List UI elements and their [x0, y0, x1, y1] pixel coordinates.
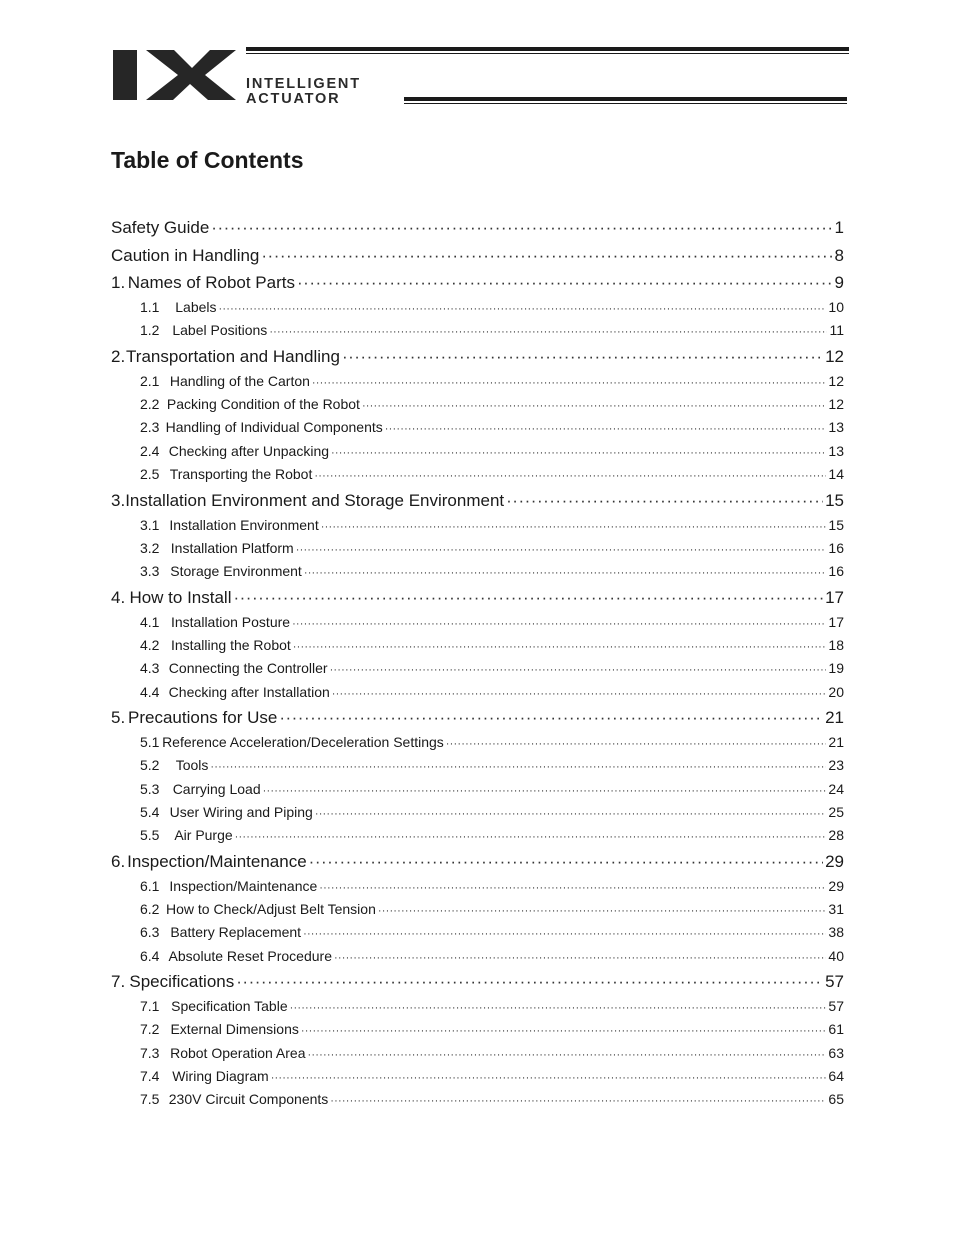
- toc-entry-number: 4.: [111, 587, 126, 607]
- toc-entry-label: Installing the Robot: [170, 636, 291, 653]
- toc-page-number: 21: [825, 708, 844, 727]
- toc-dot-leader: [321, 521, 827, 533]
- toc-entry-number: 5.3: [140, 780, 160, 797]
- toc-entry-label: Battery Replacement: [170, 924, 302, 941]
- toc-entry-label: Absolute Reset Procedure: [168, 947, 332, 964]
- toc-page-number: 24: [828, 780, 844, 797]
- toc-subsection-entry[interactable]: [111, 734, 844, 754]
- toc-entry-label: Checking after Unpacking: [168, 442, 330, 459]
- toc-page-number: 1: [834, 218, 844, 237]
- toc-subsection-entry[interactable]: [111, 948, 844, 968]
- toc-subsection-entry[interactable]: [111, 637, 844, 657]
- toc-dot-leader: [330, 1095, 826, 1107]
- header-rule-top-thin: [246, 53, 849, 54]
- toc-entry-number: 5.: [111, 708, 126, 727]
- toc-entry-number: 7.2: [140, 1021, 160, 1038]
- toc-dot-leader: [304, 567, 827, 579]
- toc-page-number: 40: [828, 947, 844, 964]
- toc-entry-number: 4.1: [140, 613, 160, 630]
- toc-dot-leader: [292, 618, 826, 630]
- toc-entry-number: 6.: [111, 851, 126, 871]
- toc-entry-label: Handling of Individual Components: [165, 419, 383, 436]
- toc-entry-label: Reference Acceleration/Deceleration Settings: [162, 734, 444, 750]
- toc-entry-number: 5.4: [140, 803, 160, 820]
- toc-entry-number: 7.3: [140, 1044, 160, 1061]
- toc-section-entry[interactable]: [111, 347, 844, 371]
- toc-subsection-entry[interactable]: [111, 443, 844, 463]
- toc-dot-leader: [342, 347, 823, 367]
- toc-dot-leader: [301, 1025, 827, 1037]
- toc-section-entry[interactable]: [111, 708, 844, 732]
- toc-subsection-entry[interactable]: [111, 1068, 844, 1088]
- toc-page-number: 11: [829, 322, 844, 339]
- toc-entry-number: 1.: [111, 273, 126, 292]
- toc-entry-number: 6.4: [140, 947, 160, 964]
- toc-entry-label: Safety Guide: [111, 218, 210, 237]
- toc-entry-number: 4.2: [140, 636, 160, 653]
- toc-entry-number: 2.4: [140, 442, 160, 459]
- toc-page-number: 8: [834, 245, 844, 265]
- toc-entry-label: Carrying Load: [172, 780, 261, 797]
- toc-page-number: 57: [825, 972, 844, 992]
- logo-line-1: INTELLIGENT: [246, 76, 361, 92]
- toc-entry-number: 3.1: [140, 516, 160, 533]
- toc-section-entry[interactable]: [111, 491, 844, 515]
- toc-dot-leader: [385, 423, 827, 435]
- toc-dot-leader: [271, 1072, 827, 1084]
- toc-dot-leader: [378, 905, 827, 917]
- toc-subsection-entry[interactable]: [111, 540, 844, 560]
- toc-subsection-entry[interactable]: [111, 804, 844, 824]
- toc-subsection-entry[interactable]: [111, 781, 844, 801]
- toc-page-number: 12: [828, 396, 844, 413]
- toc-page-number: 14: [828, 466, 844, 482]
- toc-dot-leader: [236, 972, 823, 992]
- toc-dot-leader: [261, 246, 832, 266]
- toc-page-number: 15: [825, 490, 844, 510]
- toc-dot-leader: [211, 218, 832, 238]
- toc-entry-label: User Wiring and Piping: [169, 803, 313, 820]
- toc-page-number: 61: [828, 1021, 844, 1038]
- toc-section-entry[interactable]: [111, 972, 844, 996]
- toc-dot-leader: [219, 303, 827, 315]
- toc-dot-leader: [319, 882, 826, 894]
- toc-entry-number: 7.5: [140, 1091, 160, 1108]
- toc-subsection-entry[interactable]: [111, 396, 844, 416]
- toc-entry-label: Connecting the Controller: [168, 660, 328, 677]
- toc-dot-leader: [210, 761, 826, 773]
- toc-subsection-entry[interactable]: [111, 563, 844, 583]
- toc-page-number: 19: [828, 660, 844, 677]
- toc-subsection-entry[interactable]: [111, 878, 844, 898]
- toc-entry-label: Transportation and Handling: [126, 346, 340, 366]
- toc-section-entry[interactable]: [111, 246, 844, 270]
- toc-dot-leader: [362, 400, 826, 412]
- toc-entry-number: 5.2: [140, 757, 160, 774]
- toc-subsection-entry[interactable]: [111, 998, 844, 1018]
- toc-entry-label: Installation Environment: [169, 516, 319, 533]
- toc-entry-label: Installation Platform: [170, 539, 294, 556]
- toc-dot-leader: [312, 377, 827, 389]
- toc-entry-label: Inspection/Maintenance: [169, 877, 318, 894]
- header-rule-bottom-thin: [404, 103, 847, 104]
- toc-dot-leader: [334, 952, 826, 964]
- toc-entry-label: Caution in Handling: [111, 245, 260, 265]
- toc-page-number: 15: [828, 516, 844, 533]
- toc-subsection-entry[interactable]: [111, 614, 844, 634]
- toc-page-number: 17: [825, 587, 844, 607]
- page-title: Table of Contents: [111, 147, 304, 173]
- header-rule-bottom: [404, 97, 847, 101]
- toc-entry-label: Robot Operation Area: [170, 1044, 306, 1061]
- toc-page-number: 38: [828, 924, 844, 941]
- toc-dot-leader: [269, 326, 827, 338]
- toc-subsection-entry[interactable]: [111, 924, 844, 944]
- toc-entry-label: External Dimensions: [170, 1021, 299, 1038]
- toc-entry-number: 3.2: [140, 539, 160, 556]
- toc-entry-number: 2.5: [140, 466, 160, 482]
- toc-entry-label: Storage Environment: [170, 563, 302, 580]
- toc-page-number: 18: [828, 636, 844, 653]
- toc-entry-number: 6.1: [140, 877, 160, 894]
- toc-entry-label: Checking after Installation: [168, 683, 330, 700]
- toc-page-number: 20: [828, 683, 844, 700]
- toc-entry-number: 2.1: [140, 372, 160, 389]
- toc-subsection-entry[interactable]: [111, 660, 844, 680]
- toc-entry-label: Wiring Diagram: [172, 1068, 269, 1084]
- toc-page-number: 23: [828, 757, 844, 774]
- toc-dot-leader: [308, 1049, 827, 1061]
- toc-page-number: 31: [828, 901, 844, 917]
- toc-subsection-entry[interactable]: [111, 466, 844, 486]
- logo-line-2: ACTUATOR: [246, 91, 341, 107]
- toc-entry-label: Handling of the Carton: [169, 372, 310, 389]
- toc-subsection-entry[interactable]: [111, 1045, 844, 1065]
- toc-entry-label: How to Install: [129, 587, 232, 607]
- toc-entry-number: 1.2: [140, 322, 160, 339]
- toc-entry-label: Labels: [175, 299, 217, 315]
- toc-entry-number: 2.2: [140, 396, 160, 413]
- toc-entry-label: How to Check/Adjust Belt Tension: [166, 901, 376, 917]
- toc-entry-number: 4.3: [140, 660, 160, 677]
- toc-entry-number: 6.2: [140, 901, 160, 917]
- toc-entry-label: Specification Table: [171, 998, 288, 1015]
- toc-dot-leader: [263, 785, 827, 797]
- toc-subsection-entry[interactable]: [111, 299, 844, 319]
- toc-page-number: 64: [828, 1068, 844, 1084]
- toc-dot-leader: [290, 1002, 827, 1014]
- toc-page-number: 57: [828, 998, 844, 1015]
- toc-entry-label: Specifications: [129, 972, 235, 992]
- header-rule-top: [246, 47, 849, 51]
- toc-entry-number: 3.: [111, 490, 126, 510]
- toc-entry-number: 2.3: [140, 419, 160, 436]
- toc-page-number: 29: [828, 877, 844, 894]
- toc-dot-leader: [330, 664, 827, 676]
- toc-entry-number: 2.: [111, 346, 126, 366]
- toc-dot-leader: [332, 688, 827, 700]
- toc-entry-label: Tools: [175, 757, 209, 774]
- toc-entry-label: Installation Posture: [170, 613, 291, 630]
- toc-page-number: 65: [828, 1091, 844, 1108]
- toc-section-entry[interactable]: [111, 218, 844, 242]
- toc-dot-leader: [297, 273, 833, 293]
- toc-subsection-entry[interactable]: [111, 684, 844, 704]
- page-header: [0, 0, 954, 120]
- toc-subsection-entry[interactable]: [111, 757, 844, 777]
- toc-entry-label: Precautions for Use: [128, 708, 278, 727]
- toc-page-number: 16: [828, 563, 844, 580]
- toc-dot-leader: [303, 928, 826, 940]
- toc-page-number: 63: [828, 1044, 844, 1061]
- toc-subsection-entry[interactable]: [111, 901, 844, 921]
- toc-dot-leader: [315, 808, 827, 820]
- toc-entry-number: 7.4: [140, 1068, 160, 1084]
- toc-section-entry[interactable]: [111, 273, 844, 297]
- toc-dot-leader: [233, 588, 823, 608]
- toc-dot-leader: [293, 641, 827, 653]
- toc-subsection-entry[interactable]: [111, 419, 844, 439]
- toc-dot-leader: [331, 447, 826, 459]
- toc-dot-leader: [296, 544, 827, 556]
- toc-section-entry[interactable]: [111, 852, 844, 876]
- toc-subsection-entry[interactable]: [111, 1091, 844, 1111]
- toc-dot-leader: [279, 708, 823, 728]
- toc-page-number: 13: [828, 419, 844, 436]
- toc-subsection-entry[interactable]: [111, 827, 844, 847]
- toc-entry-label: Air Purge: [174, 827, 233, 844]
- toc-page-number: 25: [828, 803, 844, 820]
- toc-dot-leader: [314, 470, 826, 482]
- toc-subsection-entry[interactable]: [111, 373, 844, 393]
- toc-page-number: 28: [828, 827, 844, 844]
- toc-subsection-entry[interactable]: [111, 517, 844, 537]
- toc-entry-number: 5.5: [140, 827, 160, 844]
- toc-dot-leader: [309, 852, 823, 872]
- toc-entry-number: 7.1: [140, 998, 160, 1015]
- toc-dot-leader: [506, 491, 823, 511]
- toc-entry-label: Packing Condition of the Robot: [166, 396, 360, 413]
- toc-entry-label: 230V Circuit Components: [168, 1091, 329, 1108]
- toc-entry-label: Transporting the Robot: [169, 466, 313, 482]
- toc-entry-number: 1.1: [140, 299, 160, 315]
- toc-entry-label: Label Positions: [172, 322, 268, 339]
- toc-entry-label: Installation Environment and Storage Environment: [125, 490, 505, 510]
- toc-subsection-entry[interactable]: [111, 322, 844, 342]
- toc-entry-label: Names of Robot Parts: [127, 273, 295, 292]
- toc-entry-label: Inspection/Maintenance: [127, 851, 307, 871]
- toc-entry-number: 7.: [111, 972, 126, 992]
- toc-page-number: 9: [834, 273, 844, 292]
- toc-entry-number: 3.3: [140, 563, 160, 580]
- toc-page-number: 17: [828, 613, 844, 630]
- toc-page-number: 21: [828, 734, 844, 750]
- ix-logo-icon: [112, 46, 236, 102]
- toc-subsection-entry[interactable]: [111, 1021, 844, 1041]
- toc-section-entry[interactable]: [111, 588, 844, 612]
- toc-page-number: 12: [825, 346, 844, 366]
- toc-entry-number: 4.4: [140, 683, 160, 700]
- toc-entry-number: 5.1: [140, 734, 160, 750]
- toc-page-number: 13: [828, 442, 844, 459]
- logo-wordmark: [246, 77, 361, 107]
- toc-page-number: 16: [828, 539, 844, 556]
- toc-page-number: 29: [825, 851, 844, 871]
- toc-page-number: 12: [828, 372, 844, 389]
- toc-entry-number: 6.3: [140, 924, 160, 941]
- toc-page-number: 10: [828, 299, 844, 315]
- toc-dot-leader: [446, 738, 827, 750]
- toc-dot-leader: [235, 831, 827, 843]
